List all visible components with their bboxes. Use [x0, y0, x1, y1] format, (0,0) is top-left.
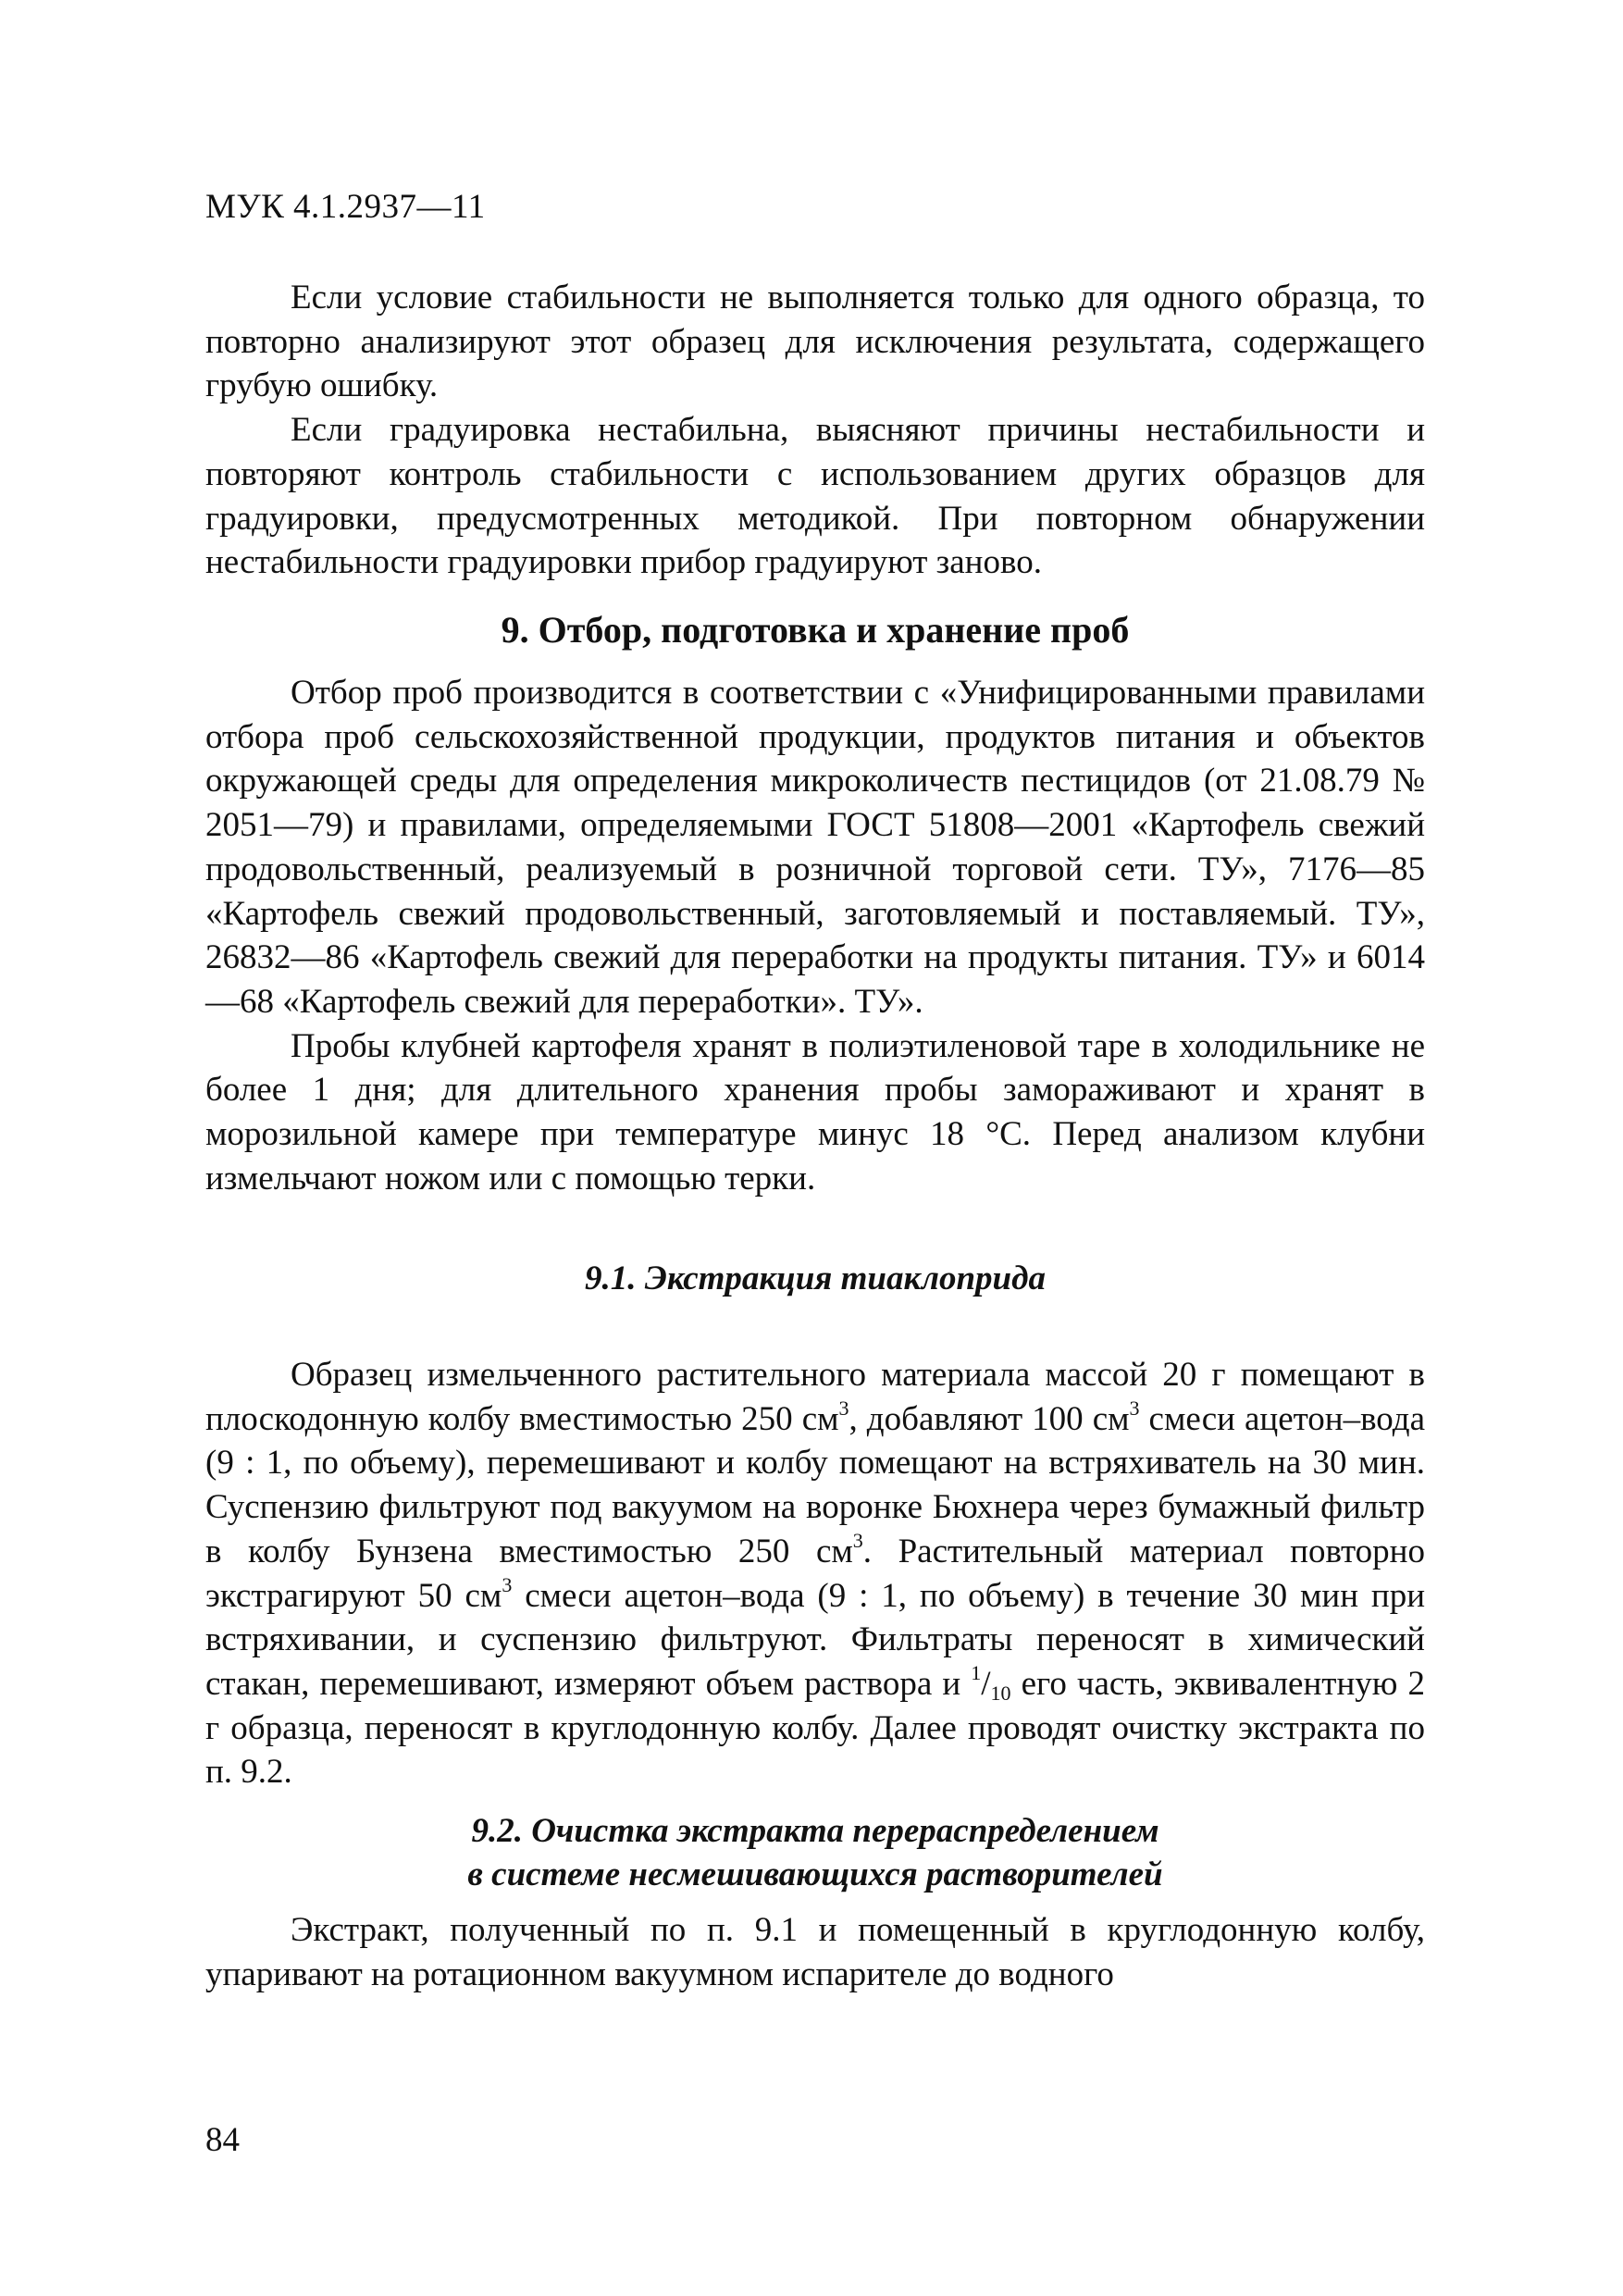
text-run: смеси ацетон–вода (9 : 1, по объему) в течение 30 мин при встряхивании, и суспензию фильтруют. Фильтраты переносят в химический стакан, перемешивают, измеряют объем раствора и — [205, 1576, 1425, 1703]
subsection-heading-9-2-line1: 9.2. Очистка экстракта перераспределением — [471, 1812, 1159, 1850]
text-run: смеси ацетон–вода (9 : 1, по объему), перемешивают и колбу помещают на встряхиватель на 30 мин. Суспензию фильтруют под вакуумом на воронке Бюхнера через бумажный фильтр в колбу Бунзена вместимостью 250 см — [205, 1399, 1425, 1570]
subsection-heading-9-2-line2: в системе несмешивающихся растворителей — [467, 1855, 1163, 1893]
superscript: 3 — [502, 1572, 513, 1596]
fraction-slash: / — [981, 1664, 991, 1703]
text-run: . Растительный материал повторно экстрагируют 50 см — [205, 1532, 1425, 1615]
section-9-text — [205, 671, 1425, 1200]
text-run: его часть, эквивалентную 2 г образца, переносят в круглодонную колбу. Далее проводят очистку экстракта по п. 9.2. — [205, 1664, 1425, 1792]
section-9-2-text — [205, 1908, 1425, 1996]
paragraph: Экстракт, полученный по п. 9.1 и помещенный в круглодонную колбу, упаривают на ротационном вакуумном испарителе до водного — [205, 1911, 1425, 1993]
section-9-1-text — [205, 1353, 1425, 1794]
paragraph: Если градуировка нестабильна, выясняют причины нестабильности и повторяют контроль стабильности с использованием других образцов для градуировки, предусмотренных методикой. При повторном обнаружении нестабильности градуировки прибор градуируют заново. — [205, 411, 1425, 582]
paragraph: Пробы клубней картофеля хранят в полиэтиленовой таре в холодильнике не более 1 дня; для длительного хранения пробы замораживают и хранят в морозильной камере при температуре минус 18 °С. Перед анализом клубни измельчают ножом или с помощью терки. — [205, 1026, 1425, 1198]
fraction-numerator: 1 — [971, 1660, 982, 1684]
superscript: 3 — [1129, 1396, 1140, 1420]
subsection-heading-9-1: 9.1. Экстракция тиаклоприда — [585, 1260, 1046, 1297]
text-run: Образец измельченного растительного материала массой 20 г помещают в плоскодонную колбу вместимостью 250 см — [205, 1356, 1425, 1438]
text-run: , добавляют 100 см — [849, 1399, 1130, 1438]
running-header: МУК 4.1.2937—11 — [205, 188, 486, 226]
paragraph: Если условие стабильности не выполняется только для одного образца, то повторно анализируют этот образец для исключения результата, содержащего грубую ошибку. — [205, 279, 1425, 405]
paragraph — [205, 1353, 1425, 1794]
page-number: 84 — [205, 2121, 240, 2159]
section-heading-9: 9. Отбор, подготовка и хранение проб — [501, 609, 1130, 651]
superscript: 3 — [852, 1528, 863, 1552]
superscript: 3 — [838, 1396, 849, 1420]
paragraph: Отбор проб производится в соответствии с «Унифицированными правилами отбора проб сельскохозяйственной продукции, продуктов питания и объектов окружающей среды для определения микроколичеств пестицидов (от 21.08.79 № 2051—79) и правилами, определяемыми ГОСТ 51808—2001 «Картофель свежий продовольственный, реализуемый в розничной торговой сети. ТУ», 7176—85 «Картофель свежий продовольственный, заготовляемый и поставляемый. ТУ», 26832—86 «Картофель свежий для переработки на продукты питания. ТУ» и 6014—68 «Картофель свежий для переработки». ТУ». — [205, 674, 1425, 1021]
intro-text — [205, 276, 1425, 585]
fraction-denominator: 10 — [990, 1681, 1011, 1705]
